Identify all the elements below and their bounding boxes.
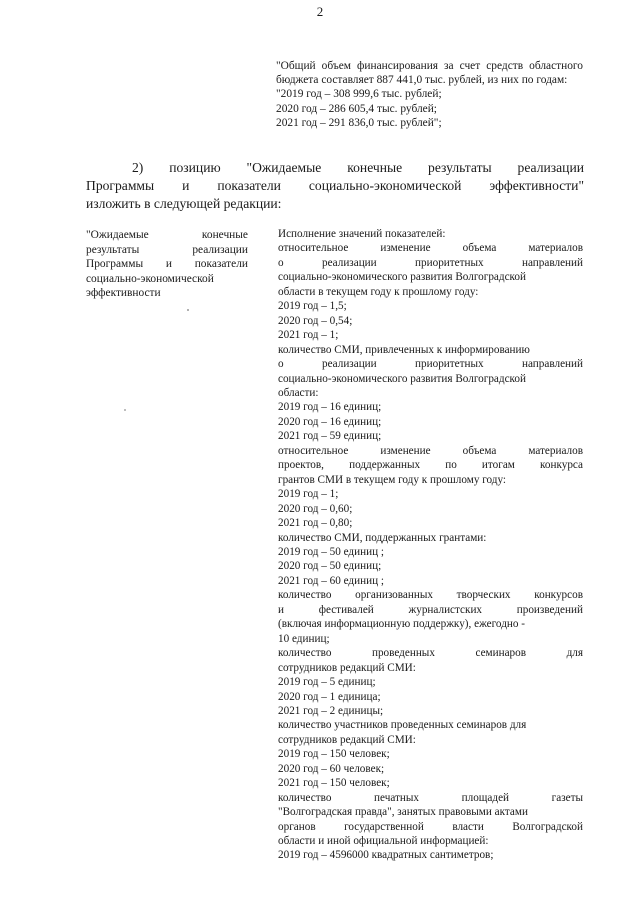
indicator-line: 2019 год – 1,5; — [278, 300, 347, 313]
position-title-line: Программы и показатели — [86, 258, 248, 271]
amendment-line-1: 2) позицию "Ожидаемые конечные результаты реализации — [132, 160, 584, 175]
position-title-line: эффективности — [86, 287, 161, 300]
indicator-line: Исполнение значений показателей: — [278, 228, 446, 240]
financing-year-2020: 2020 год – 286 605,4 тыс. рублей; — [276, 102, 437, 115]
indicator-line: 2019 год – 16 единиц; — [278, 401, 382, 414]
indicator-line: 2019 год – 1; — [278, 488, 339, 501]
page-number: 2 — [316, 4, 324, 19]
indicator-line: 2021 год – 0,80; — [278, 517, 353, 530]
position-title-line: результаты реализации — [86, 243, 248, 256]
indicator-line: 2021 год – 150 человек; — [278, 777, 390, 790]
indicator-line: 2020 год – 50 единиц; — [278, 560, 382, 573]
indicator-line: количество проведенных семинаров для — [278, 647, 583, 660]
indicator-line: 2020 год – 0,60; — [278, 502, 353, 515]
indicator-line: 2020 год – 0,54; — [278, 314, 353, 327]
indicator-line: 2019 год – 150 человек; — [278, 748, 390, 761]
financing-quote-block — [276, 59, 583, 130]
indicator-line: 10 единиц; — [278, 632, 330, 645]
indicator-line: 2019 год – 4596000 квадратных сантиметров; — [278, 849, 494, 862]
indicator-line: количество СМИ, привлеченных к информированию — [278, 343, 530, 356]
scan-speck — [124, 409, 126, 411]
indicator-line: 2020 год – 1 единица; — [278, 690, 381, 703]
indicator-line: 2021 год – 2 единицы; — [278, 704, 384, 717]
indicator-line: области в текущем году к прошлому году: — [278, 285, 479, 298]
amendment-line-3: изложить в следующей редакции: — [86, 196, 282, 211]
indicator-line: области и иной официальной информацией: — [278, 835, 489, 848]
indicator-line: количество СМИ, поддержанных грантами: — [278, 531, 487, 544]
indicator-line: сотрудников редакций СМИ: — [278, 733, 416, 746]
indicator-line: относительное изменение объема материалов — [278, 444, 583, 457]
indicator-line: сотрудников редакций СМИ: — [278, 661, 416, 674]
position-title-line: "Ожидаемые конечные — [86, 229, 248, 241]
financing-total-paragraph: "Общий объем финансирования за счет средств областного бюджета составляет 887 441,0 тыс. рублей, из них по годам: — [276, 60, 583, 87]
indicator-line: 2021 год – 59 единиц; — [278, 430, 382, 443]
indicator-line: органов государственной власти Волгоградской — [278, 820, 583, 833]
indicator-line: количество участников проведенных семинаров для — [278, 719, 527, 732]
indicator-line: количество печатных площадей газеты — [278, 791, 583, 804]
indicator-line: и фестивалей журналистских произведений — [278, 603, 583, 616]
indicator-line: грантов СМИ в текущем году к прошлому году: — [278, 473, 507, 486]
indicator-line: 2020 год – 60 человек; — [278, 762, 385, 775]
indicator-line: о реализации приоритетных направлений — [278, 358, 583, 371]
indicator-line: социально-экономического развития Волгоградской — [278, 372, 526, 385]
indicator-line: "Волгоградская правда", занятых правовыми актами — [278, 806, 528, 819]
indicators-column — [278, 227, 583, 863]
indicator-line: о реализации приоритетных направлений — [278, 256, 583, 269]
amendment-item-2 — [86, 159, 584, 213]
scan-speck — [187, 309, 189, 311]
indicator-line: области: — [278, 386, 319, 399]
position-title-line: социально-экономической — [86, 272, 214, 285]
financing-year-2019: "2019 год – 308 999,6 тыс. рублей; — [276, 88, 442, 101]
indicator-line: 2020 год – 16 единиц; — [278, 415, 382, 428]
indicator-line: количество организованных творческих конкурсов — [278, 589, 583, 602]
indicator-line: проектов, поддержанных по итогам конкурса — [278, 459, 583, 472]
indicator-line: социально-экономического развития Волгоградской — [278, 271, 526, 284]
financing-year-2021: 2021 год – 291 836,0 тыс. рублей"; — [276, 116, 442, 129]
indicator-line: 2021 год – 60 единиц ; — [278, 574, 384, 587]
amendment-line-2: Программы и показатели социально-экономической эффективности" — [86, 178, 584, 193]
indicator-line: 2021 год – 1; — [278, 329, 339, 342]
indicator-line: (включая информационную поддержку), ежегодно - — [278, 618, 526, 631]
position-title-column — [86, 228, 248, 301]
indicator-line: 2019 год – 5 единиц; — [278, 676, 376, 689]
indicator-line: относительное изменение объема материалов — [278, 242, 583, 255]
indicator-line: 2019 год – 50 единиц ; — [278, 545, 384, 558]
